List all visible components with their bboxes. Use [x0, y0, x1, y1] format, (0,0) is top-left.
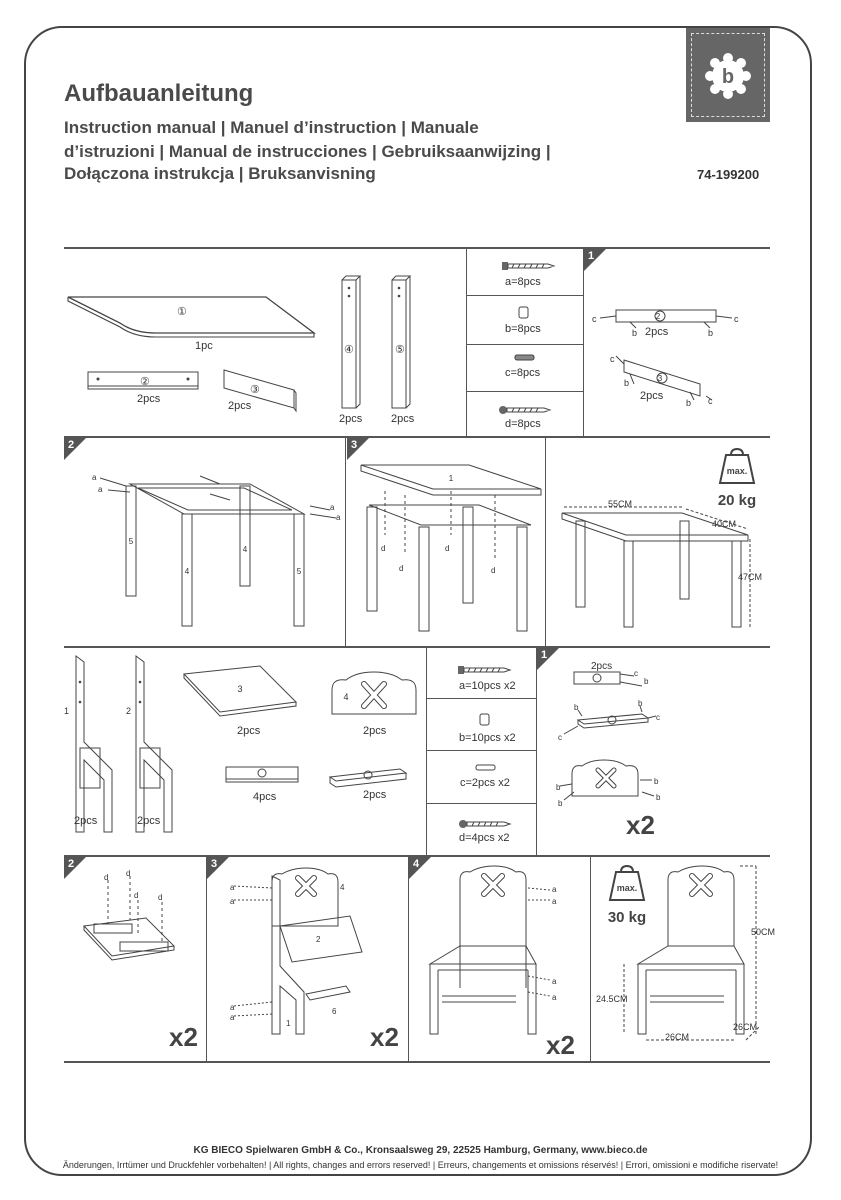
max-weight: 30 kg — [607, 909, 647, 926]
page-title: Aufbauanleitung — [64, 80, 254, 107]
divider — [427, 750, 536, 751]
svg-text:d: d — [126, 869, 131, 878]
dimension-depth: 26CM — [733, 1022, 758, 1032]
chair-dimensions-drawing — [620, 864, 780, 1044]
svg-text:b: b — [638, 699, 643, 708]
svg-text:a: a — [552, 977, 557, 986]
hardware-label: c=8pcs — [505, 367, 541, 379]
svg-text:d: d — [399, 564, 404, 573]
svg-text:a: a — [552, 897, 557, 906]
chair-footrest-drawing — [324, 765, 410, 789]
hardware-label: d=8pcs — [505, 418, 541, 430]
svg-text:6: 6 — [332, 1007, 337, 1016]
step-number: 2 — [68, 858, 75, 870]
divider — [206, 856, 207, 1062]
part-quantity: 2pcs — [363, 789, 387, 801]
svg-text:1: 1 — [286, 1019, 291, 1028]
svg-text:b: b — [656, 793, 661, 802]
dimension-seat-height: 24.5CM — [596, 994, 628, 1004]
divider — [408, 856, 409, 1062]
logo-letter: b — [721, 66, 735, 88]
svg-text:2: 2 — [126, 706, 132, 716]
step-number: 3 — [351, 439, 358, 451]
hardware-label: c=2pcs x2 — [460, 777, 510, 789]
part-quantity: 2pcs — [339, 413, 363, 425]
step-multiplier: x2 — [546, 1030, 575, 1060]
dimension-height: 47CM — [738, 572, 763, 582]
svg-text:d: d — [445, 544, 450, 553]
svg-text:4: 4 — [343, 692, 349, 702]
divider — [583, 248, 584, 436]
svg-text:c: c — [634, 669, 638, 678]
step-quantity: 2pcs — [645, 326, 669, 338]
max-weight: 20 kg — [717, 492, 757, 509]
svg-text:c: c — [558, 733, 562, 742]
dowel-cap-icon — [517, 305, 531, 319]
divider — [64, 1061, 770, 1063]
dowel-icon — [514, 354, 536, 362]
svg-text:1: 1 — [448, 474, 454, 483]
part-number: ② — [140, 376, 150, 388]
svg-text:a: a — [230, 883, 235, 892]
svg-text:a: a — [552, 993, 557, 1002]
part-quantity: 2pcs — [137, 815, 161, 827]
divider — [467, 344, 583, 345]
part-quantity: 2pcs — [228, 400, 252, 412]
part-number: ③ — [250, 384, 260, 396]
svg-text:c: c — [592, 314, 597, 324]
part-quantity: 2pcs — [363, 725, 387, 737]
svg-text:b: b — [632, 328, 638, 338]
table-top-drawing — [60, 285, 320, 345]
max-label: max. — [726, 466, 748, 476]
divider — [590, 856, 591, 1062]
divider — [345, 437, 346, 647]
svg-text:b: b — [624, 378, 630, 388]
subtitle-line-2: d’istruzioni | Manual de instrucciones | Gebruiksaanwijzing | — [64, 142, 551, 161]
hardware-label: d=4pcs x2 — [459, 832, 510, 844]
svg-text:d: d — [381, 544, 386, 553]
svg-text:4: 4 — [184, 567, 190, 576]
svg-text:d: d — [158, 893, 163, 902]
hardware-label: b=8pcs — [505, 323, 541, 335]
dimension-length: 55CM — [608, 499, 633, 509]
company-address: KG BIECO Spielwaren GmbH & Co., Kronsaalsweg 29, 22525 Hamburg, Germany, www.bieco.de — [193, 1145, 648, 1156]
dimension-width: 26CM — [665, 1032, 690, 1042]
part-quantity: 2pcs — [137, 393, 161, 405]
step-number: 2 — [68, 439, 75, 451]
svg-text:2: 2 — [655, 312, 661, 321]
svg-text:d: d — [491, 566, 496, 575]
table-dimensions-drawing — [552, 495, 752, 635]
divider — [427, 803, 536, 804]
svg-text:4: 4 — [242, 545, 248, 554]
hardware-label: a=10pcs x2 — [459, 680, 516, 692]
divider — [64, 646, 770, 648]
part-quantity: 4pcs — [253, 791, 277, 803]
svg-text:b: b — [654, 777, 659, 786]
divider — [466, 248, 467, 436]
step-multiplier: x2 — [169, 1022, 198, 1052]
svg-text:d: d — [104, 873, 109, 882]
svg-text:a: a — [230, 1003, 235, 1012]
part-number: ⑤ — [395, 344, 405, 356]
svg-text:a: a — [336, 513, 341, 522]
svg-text:2: 2 — [316, 935, 321, 944]
dimension-width: 40CM — [712, 519, 737, 529]
step-multiplier: x2 — [370, 1022, 399, 1052]
svg-text:5: 5 — [296, 567, 302, 576]
hardware-label: a=8pcs — [505, 276, 541, 288]
part-number: ④ — [344, 344, 354, 356]
divider — [536, 647, 537, 855]
weight-icon — [718, 447, 756, 485]
flower-logo-icon — [705, 53, 751, 99]
divider — [426, 647, 427, 855]
chair-step4-drawing — [426, 864, 576, 1044]
chair-rail-drawing — [224, 765, 302, 787]
svg-text:a: a — [230, 897, 235, 906]
svg-text:a: a — [552, 885, 557, 894]
svg-text:b: b — [708, 328, 714, 338]
svg-text:3: 3 — [657, 374, 663, 383]
svg-text:b: b — [574, 703, 579, 712]
disclaimer: Änderungen, Irrtümer und Druckfehler vorbehalten! | All rights, changes and errors reserved! | Erreurs, changements et omissions réservés! | Errori, omissioni e modifiche riservate! — [62, 1160, 779, 1170]
step-number: 1 — [541, 649, 548, 661]
subtitle-line-1: Instruction manual | Manuel d’instruction | Manuale — [64, 118, 479, 137]
svg-text:b: b — [558, 799, 563, 808]
dowel-cap-icon — [478, 712, 492, 726]
step-number: 3 — [211, 858, 218, 870]
divider — [545, 437, 546, 647]
chair-side-panels-drawing — [56, 652, 196, 842]
part-quantity: 1pc — [195, 340, 213, 352]
svg-text:d: d — [134, 891, 139, 900]
step-multiplier: x2 — [626, 810, 655, 840]
part-quantity: 2pcs — [391, 413, 415, 425]
svg-text:c: c — [610, 354, 615, 364]
max-label: max. — [616, 883, 638, 893]
chair-step1-drawing — [556, 660, 666, 810]
step-number: 4 — [413, 858, 420, 870]
screw-icon — [456, 664, 512, 676]
step-quantity: 2pcs — [640, 390, 664, 402]
brand-logo — [686, 28, 770, 122]
divider — [467, 391, 583, 392]
svg-text:c: c — [708, 396, 713, 406]
screw-icon — [500, 260, 556, 272]
divider — [64, 436, 770, 438]
article-number: 74-199200 — [697, 167, 760, 182]
chair-step3-drawing — [230, 866, 360, 1041]
svg-text:a: a — [98, 485, 103, 494]
divider — [467, 295, 583, 296]
part-number: ① — [177, 306, 187, 318]
svg-text:b: b — [644, 677, 649, 686]
svg-text:c: c — [656, 713, 660, 722]
chair-step2-drawing — [80, 870, 200, 970]
part-quantity: 2pcs — [74, 815, 98, 827]
subtitle-line-3: Dołączona instrukcja | Bruksanvisning — [64, 164, 376, 183]
svg-text:c: c — [734, 314, 739, 324]
svg-text:3: 3 — [237, 684, 243, 694]
step-quantity: 2pcs — [591, 661, 613, 672]
svg-text:b: b — [556, 783, 561, 792]
screw-icon — [498, 404, 554, 416]
hardware-label: b=10pcs x2 — [459, 732, 516, 744]
divider — [64, 247, 770, 249]
svg-text:a: a — [230, 1013, 235, 1022]
chair-backrest-drawing — [326, 670, 426, 726]
svg-text:5: 5 — [128, 537, 134, 546]
part-quantity: 2pcs — [237, 725, 261, 737]
step2-frame-assembly — [90, 470, 340, 630]
dimension-height: 50CM — [751, 927, 776, 937]
step1-rail-assembly — [590, 300, 740, 410]
step3-tabletop-assembly — [355, 455, 545, 635]
svg-text:a: a — [330, 503, 335, 512]
svg-text:1: 1 — [64, 706, 70, 716]
divider — [427, 698, 536, 699]
chair-seat-drawing — [180, 662, 304, 722]
svg-text:b: b — [686, 398, 692, 408]
screw-icon — [458, 818, 514, 830]
svg-text:4: 4 — [340, 883, 345, 892]
dowel-icon — [475, 764, 497, 772]
step-number: 1 — [588, 250, 595, 262]
svg-text:a: a — [92, 473, 97, 482]
